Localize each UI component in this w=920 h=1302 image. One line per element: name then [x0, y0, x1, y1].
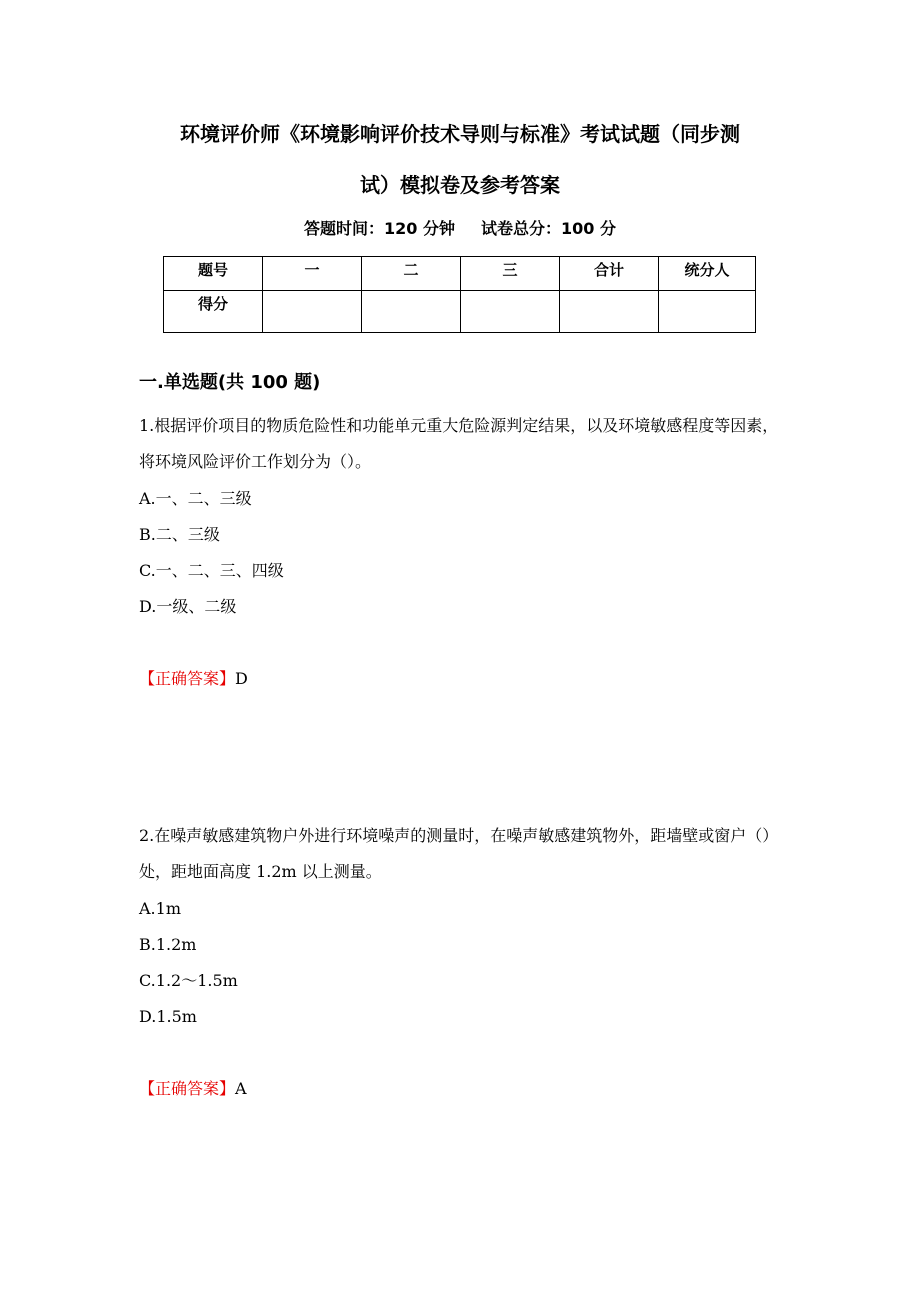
score-header-cell: 一	[263, 257, 362, 291]
question-1-option-b: B.二、三级	[139, 525, 220, 544]
question-2-option-b: B.1.2m	[139, 935, 197, 954]
score-cell	[263, 291, 362, 333]
score-header-cell: 二	[362, 257, 461, 291]
score-cell	[560, 291, 659, 333]
score-table-header-row	[164, 257, 756, 291]
question-1-option-d: D.一级、二级	[139, 597, 237, 616]
question-2-option-a: A.1m	[139, 899, 181, 918]
question-2-stem: 2.在噪声敏感建筑物户外进行环境噪声的测量时，在噪声敏感建筑物外，距墙壁或窗户（）处，距地面高度 1.2m 以上测量。	[139, 826, 779, 881]
score-header-cell: 题号	[164, 257, 263, 291]
score-table	[163, 256, 756, 333]
exam-total-score: 试卷总分：100 分	[481, 219, 616, 238]
question-2-option-c: C.1.2～1.5m	[139, 971, 238, 990]
section-title: 一.单选题(共 100 题)	[139, 372, 321, 393]
score-table-score-row	[164, 291, 756, 333]
answer-label: 【正确答案】	[139, 669, 236, 688]
score-header-cell: 三	[461, 257, 560, 291]
doc-title-line-2: 试）模拟卷及参考答案	[360, 173, 560, 197]
answer-value: D	[235, 669, 248, 688]
question-1-answer	[139, 668, 248, 690]
score-cell	[659, 291, 756, 333]
exam-time: 答题时间：120 分钟	[304, 219, 455, 238]
score-row-label: 得分	[164, 291, 263, 333]
answer-value: A	[235, 1079, 247, 1098]
exam-meta	[0, 218, 920, 240]
question-1-stem: 1.根据评价项目的物质危险性和功能单元重大危险源判定结果，以及环境敏感程度等因素，将环境风险评价工作划分为（）。	[139, 416, 779, 471]
answer-label: 【正确答案】	[139, 1079, 236, 1098]
score-cell	[461, 291, 560, 333]
question-2-answer	[139, 1078, 247, 1100]
doc-title-line-1: 环境评价师《环境影响评价技术导则与标准》考试试题（同步测	[180, 122, 740, 146]
score-header-cell: 统分人	[659, 257, 756, 291]
score-cell	[362, 291, 461, 333]
question-1-option-c: C.一、二、三、四级	[139, 561, 284, 580]
question-1-option-a: A.一、二、三级	[139, 489, 252, 508]
score-header-cell: 合计	[560, 257, 659, 291]
question-2-option-d: D.1.5m	[139, 1007, 197, 1026]
